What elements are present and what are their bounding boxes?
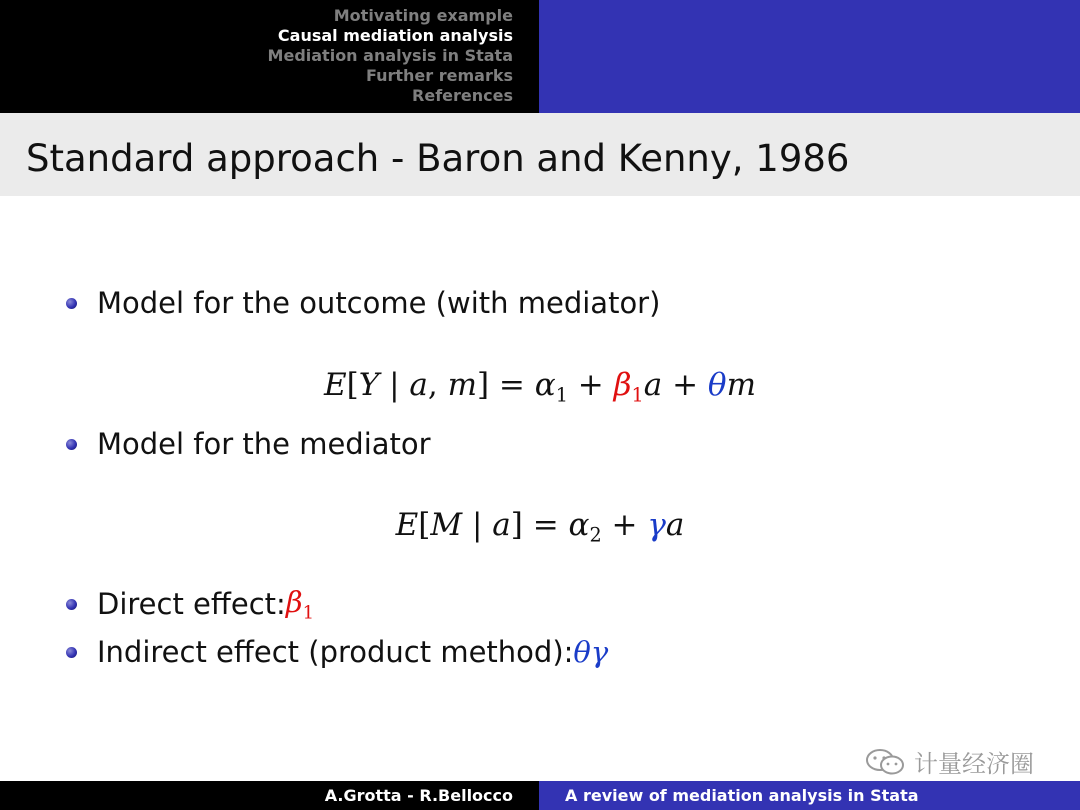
nav-item-causal-mediation-analysis[interactable]: Causal mediation analysis <box>277 26 513 45</box>
nav-item-references[interactable]: References <box>412 86 513 105</box>
frame-title: Standard approach - Baron and Kenny, 1986 <box>26 137 850 180</box>
equation-outcome: E[Y | a, $m] = \alpha_1 + \beta_1a + \theta m$ <box>324 367 756 407</box>
bullet-mediator-model <box>66 427 431 461</box>
bullet-text: Model for the outcome (with mediator) <box>97 286 661 320</box>
bullet-dot-icon <box>66 439 77 450</box>
bullet-indirect-effect <box>66 635 608 669</box>
wechat-icon <box>864 748 906 776</box>
equation-mediator: E[M | $a] = \alpha_2 + \gamma a$ <box>395 507 685 547</box>
watermark-text: 计量经济圈 <box>914 750 1034 778</box>
section-nav <box>268 6 513 106</box>
nav-item-motivating-example[interactable]: Motivating example <box>333 6 513 25</box>
header-accent-panel <box>539 0 1080 113</box>
frame-title-bar <box>0 113 1080 196</box>
bullet-text: Model for the mediator <box>97 427 431 461</box>
footer-talk-title: A review of mediation analysis in Stata <box>565 786 919 805</box>
indirect-effect-symbol: θγ <box>573 635 609 669</box>
watermark <box>864 744 1034 779</box>
bullet-dot-icon <box>66 298 77 309</box>
footer-bar <box>0 781 1080 810</box>
top-navigation-bar <box>0 0 1080 113</box>
bullet-direct-effect <box>66 585 314 623</box>
section-nav-panel <box>0 0 539 113</box>
nav-item-further-remarks[interactable]: Further remarks <box>365 66 513 85</box>
bullet-text: Indirect effect (product method): <box>97 635 574 669</box>
bullet-dot-icon <box>66 599 77 610</box>
direct-effect-symbol: $\beta_1$ <box>285 585 315 624</box>
bullet-text: Direct effect: <box>97 587 286 622</box>
bullet-outcome-model <box>66 286 660 320</box>
bullet-dot-icon <box>66 647 77 658</box>
footer-authors-panel <box>0 781 539 810</box>
nav-item-mediation-analysis-stata[interactable]: Mediation analysis in Stata <box>267 46 513 65</box>
footer-authors: A.Grotta - R.Bellocco <box>324 786 513 805</box>
footer-title-panel <box>539 781 1080 810</box>
